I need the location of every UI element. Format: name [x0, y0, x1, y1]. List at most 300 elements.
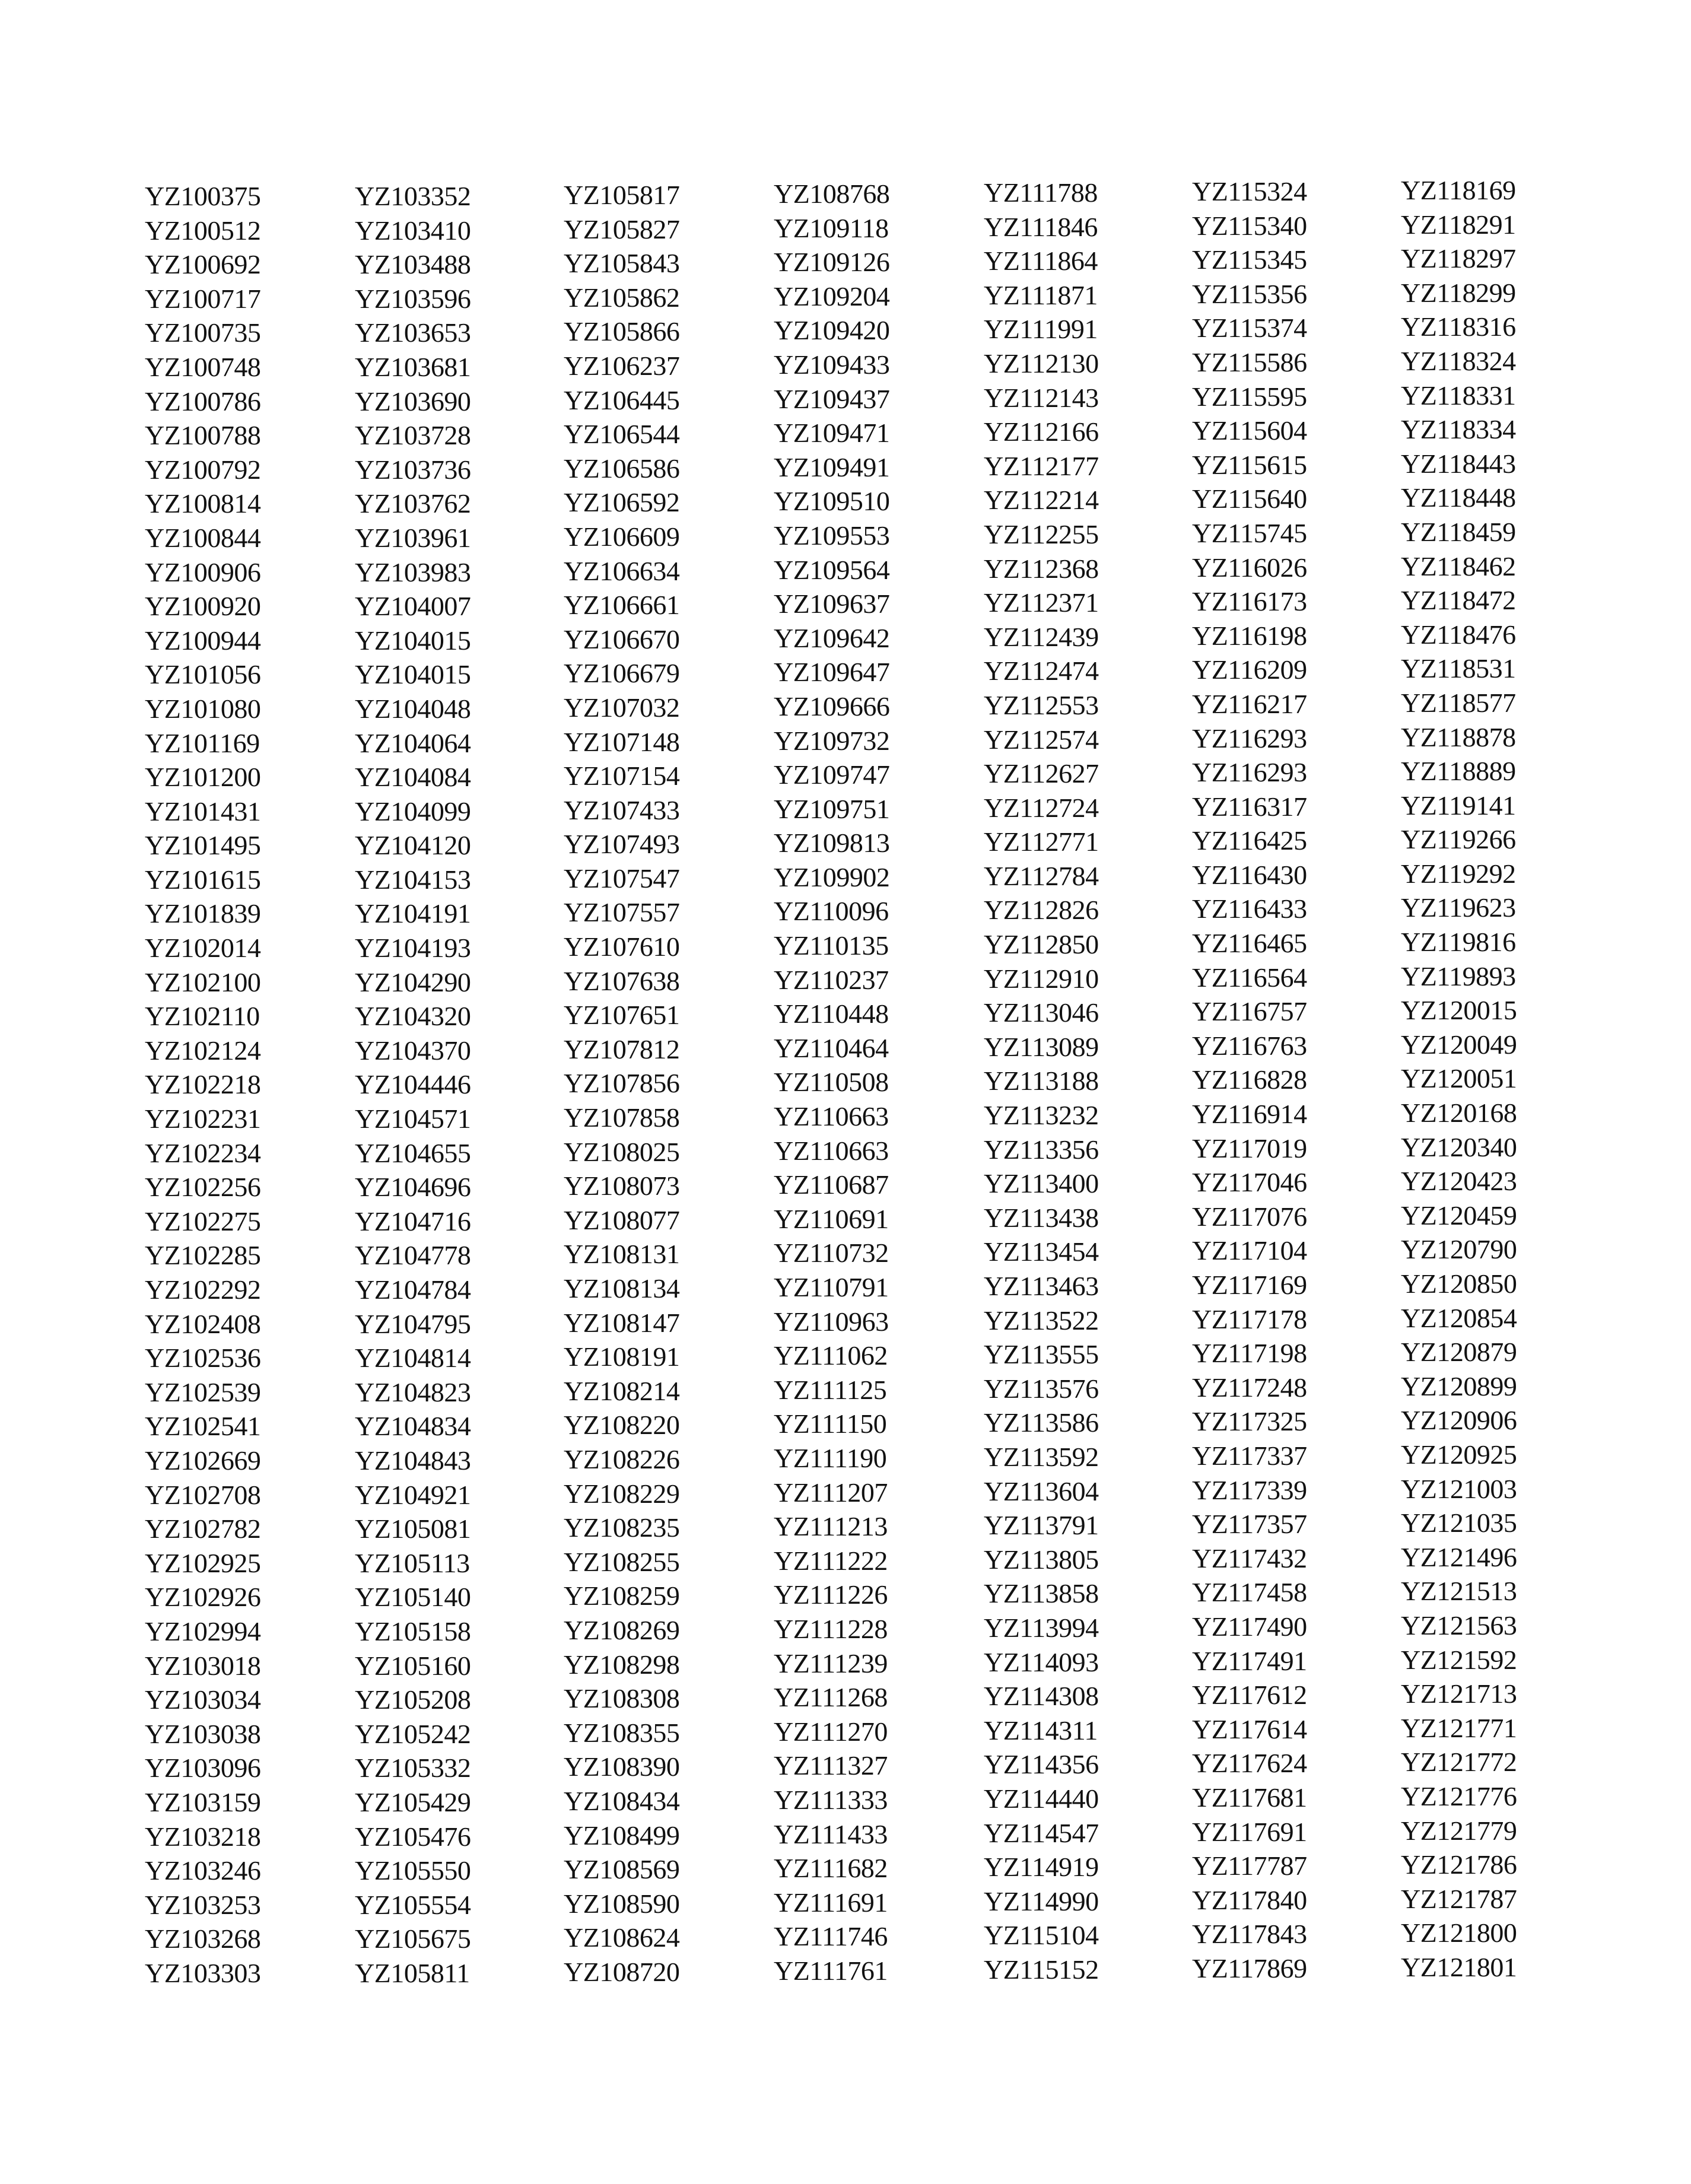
id-entry: YZ118472: [1401, 585, 1516, 616]
id-entry: YZ103653: [355, 317, 471, 348]
id-entry: YZ100717: [145, 283, 261, 314]
id-entry: YZ117076: [1192, 1201, 1307, 1232]
id-entry: YZ103961: [355, 522, 471, 553]
id-entry: YZ115356: [1192, 278, 1307, 309]
id-entry: YZ116173: [1192, 586, 1307, 617]
id-entry: YZ118334: [1401, 414, 1516, 445]
id-entry: YZ100844: [145, 522, 261, 553]
id-entry: YZ109420: [774, 315, 890, 346]
id-entry: YZ107856: [564, 1068, 680, 1099]
id-entry: YZ117104: [1192, 1235, 1307, 1266]
id-entry: YZ121513: [1401, 1576, 1517, 1607]
id-entry: YZ101495: [145, 830, 261, 861]
id-entry: YZ120340: [1401, 1131, 1517, 1162]
id-entry: YZ114990: [984, 1886, 1099, 1916]
id-entry: YZ113463: [984, 1271, 1099, 1301]
id-entry: YZ118448: [1401, 482, 1516, 513]
id-entry: YZ109637: [774, 589, 890, 619]
id-entry: YZ103018: [145, 1650, 261, 1681]
id-entry: YZ108768: [774, 179, 890, 209]
id-entry: YZ120850: [1401, 1269, 1517, 1299]
id-entry: YZ117337: [1192, 1440, 1307, 1471]
id-entry: YZ121713: [1401, 1678, 1517, 1709]
id-entry: YZ109126: [774, 247, 890, 278]
id-entry: YZ114308: [984, 1681, 1099, 1712]
id-entry: YZ105811: [355, 1957, 470, 1988]
id-entry: YZ121496: [1401, 1541, 1517, 1572]
id-entry: YZ119893: [1401, 961, 1516, 991]
id-entry: YZ116433: [1192, 894, 1307, 924]
id-entry: YZ105158: [355, 1616, 471, 1646]
id-entry: YZ100375: [145, 181, 261, 211]
id-entry: YZ108355: [564, 1717, 680, 1748]
id-entry: YZ118462: [1401, 551, 1516, 581]
id-entry: YZ104834: [355, 1411, 471, 1442]
id-entry: YZ111270: [774, 1716, 888, 1747]
id-entry: YZ112474: [984, 656, 1099, 686]
id-entry: YZ104655: [355, 1137, 471, 1168]
id-entry: YZ111222: [774, 1545, 888, 1576]
id-entry: YZ102541: [145, 1411, 261, 1442]
id-entry: YZ103246: [145, 1855, 261, 1886]
id-entry: YZ113858: [984, 1578, 1099, 1609]
id-entry: YZ109666: [774, 691, 890, 721]
id-entry: YZ117325: [1192, 1406, 1307, 1437]
id-entry: YZ118476: [1401, 619, 1516, 650]
id-entry: YZ109902: [774, 861, 890, 892]
id-entry: YZ102782: [145, 1514, 261, 1544]
id-entry: YZ107148: [564, 726, 680, 757]
id-entry: YZ114547: [984, 1817, 1099, 1848]
id-entry: YZ109642: [774, 622, 890, 653]
id-entry: YZ112214: [984, 485, 1099, 516]
id-entry: YZ111207: [774, 1477, 888, 1508]
id-entry: YZ105242: [355, 1718, 471, 1749]
id-column-2: [355, 179, 471, 1990]
id-entry: YZ118169: [1401, 175, 1516, 205]
id-entry: YZ108134: [564, 1273, 680, 1304]
id-entry: YZ112371: [984, 587, 1099, 618]
id-entry: YZ111864: [984, 246, 1098, 276]
id-entry: YZ102014: [145, 933, 261, 964]
id-entry: YZ120854: [1401, 1302, 1517, 1333]
id-entry: YZ104814: [355, 1343, 471, 1374]
id-entry: YZ104320: [355, 1001, 471, 1032]
id-entry: YZ117614: [1192, 1713, 1307, 1744]
id-entry: YZ105429: [355, 1786, 471, 1817]
id-entry: YZ100735: [145, 317, 261, 348]
id-entry: YZ102925: [145, 1547, 261, 1578]
id-entry: YZ109491: [774, 452, 890, 482]
id-entry: YZ115340: [1192, 210, 1307, 241]
id-column-7: [1401, 173, 1517, 1984]
id-entry: YZ104446: [355, 1069, 471, 1100]
id-entry: YZ117248: [1192, 1372, 1307, 1403]
id-entry: YZ103983: [355, 557, 471, 587]
id-entry: YZ108569: [564, 1854, 680, 1885]
id-entry: YZ116914: [1192, 1099, 1307, 1130]
id-entry: YZ111228: [774, 1613, 888, 1644]
id-entry: YZ105843: [564, 248, 680, 279]
id-entry: YZ111871: [984, 279, 1098, 310]
id-entry: YZ117019: [1192, 1133, 1307, 1163]
id-entry: YZ113356: [984, 1134, 1099, 1165]
id-entry: YZ105081: [355, 1514, 471, 1544]
id-entry: YZ105550: [355, 1855, 471, 1886]
id-entry: YZ117198: [1192, 1338, 1307, 1369]
id-entry: YZ109437: [774, 383, 890, 414]
id-entry: YZ111691: [774, 1887, 888, 1918]
id-entry: YZ103303: [145, 1957, 261, 1988]
id-entry: YZ111991: [984, 314, 1098, 345]
id-entry: YZ117491: [1192, 1645, 1307, 1676]
id-entry: YZ108025: [564, 1136, 680, 1167]
id-entry: YZ113994: [984, 1612, 1099, 1643]
id-entry: YZ108269: [564, 1614, 680, 1645]
id-entry: YZ104099: [355, 796, 471, 826]
id-entry: YZ102536: [145, 1343, 261, 1374]
id-entry: YZ109747: [774, 759, 890, 790]
id-entry: YZ120906: [1401, 1405, 1517, 1436]
id-entry: YZ106670: [564, 624, 680, 654]
id-entry: YZ119292: [1401, 858, 1516, 889]
id-entry: YZ108259: [564, 1581, 680, 1611]
id-entry: YZ114311: [984, 1715, 1098, 1746]
id-entry: YZ108073: [564, 1171, 680, 1201]
id-entry: YZ111226: [774, 1579, 888, 1610]
id-entry: YZ104784: [355, 1274, 471, 1305]
id-entry: YZ111239: [774, 1648, 888, 1678]
id-entry: YZ117787: [1192, 1851, 1307, 1881]
id-entry: YZ121035: [1401, 1508, 1517, 1538]
id-entry: YZ100920: [145, 591, 261, 622]
id-entry: YZ107651: [564, 1000, 680, 1031]
id-entry: YZ104843: [355, 1445, 471, 1476]
id-entry: YZ101615: [145, 864, 261, 895]
id-entry: YZ105113: [355, 1547, 470, 1578]
id-entry: YZ110448: [774, 999, 889, 1029]
id-entry: YZ111190: [774, 1442, 887, 1473]
id-entry: YZ117178: [1192, 1304, 1307, 1334]
id-entry: YZ120925: [1401, 1439, 1517, 1470]
id-entry: YZ107610: [564, 932, 680, 962]
id-entry: YZ116425: [1192, 825, 1307, 856]
id-entry: YZ117843: [1192, 1919, 1307, 1950]
id-column-1: [145, 179, 260, 1990]
id-entry: YZ113604: [984, 1476, 1099, 1506]
id-entry: YZ102408: [145, 1308, 261, 1339]
id-entry: YZ102292: [145, 1274, 261, 1305]
id-entry: YZ108131: [564, 1239, 680, 1270]
id-entry: YZ112143: [984, 382, 1099, 413]
id-entry: YZ106679: [564, 658, 680, 689]
id-entry: YZ121592: [1401, 1644, 1517, 1675]
id-entry: YZ103690: [355, 386, 471, 417]
id-entry: YZ102234: [145, 1137, 261, 1168]
id-entry: YZ112130: [984, 348, 1099, 379]
id-entry: YZ104084: [355, 762, 471, 793]
id-entry: YZ102124: [145, 1035, 261, 1066]
id-entry: YZ109732: [774, 725, 890, 756]
id-entry: YZ108147: [564, 1307, 680, 1338]
id-entry: YZ105817: [564, 180, 680, 210]
id-entry: YZ102669: [145, 1445, 261, 1476]
id-entry: YZ105140: [355, 1582, 471, 1613]
id-entry: YZ107154: [564, 761, 680, 791]
id-entry: YZ113592: [984, 1441, 1099, 1472]
id-entry: YZ101839: [145, 898, 261, 929]
id-entry: YZ111746: [774, 1921, 888, 1952]
id-entry: YZ111150: [774, 1409, 887, 1439]
id-entry: YZ117046: [1192, 1167, 1307, 1198]
id-entry: YZ104795: [355, 1308, 471, 1339]
id-entry: YZ109118: [774, 212, 889, 243]
id-entry: YZ116198: [1192, 620, 1307, 651]
id-entry: YZ109433: [774, 349, 890, 380]
id-entry: YZ103762: [355, 488, 471, 519]
id-entry: YZ110663: [774, 1101, 889, 1132]
id-entry: YZ106609: [564, 521, 680, 552]
id-entry: YZ104015: [355, 659, 471, 690]
id-entry: YZ103728: [355, 420, 471, 451]
id-entry: YZ117458: [1192, 1577, 1307, 1608]
id-entry: YZ100748: [145, 351, 261, 382]
id-entry: YZ104153: [355, 864, 471, 895]
id-entry: YZ104823: [355, 1376, 471, 1407]
id-entry: YZ120899: [1401, 1371, 1517, 1401]
id-entry: YZ105208: [355, 1684, 471, 1715]
id-entry: YZ114093: [984, 1646, 1099, 1677]
id-entry: YZ110135: [774, 930, 889, 961]
id-entry: YZ107812: [564, 1034, 680, 1064]
id-entry: YZ110963: [774, 1306, 889, 1337]
id-entry: YZ103218: [145, 1821, 261, 1852]
id-entry: YZ108434: [564, 1785, 680, 1816]
id-entry: YZ118459: [1401, 516, 1516, 547]
id-entry: YZ103038: [145, 1718, 261, 1749]
id-entry: YZ108226: [564, 1444, 680, 1474]
id-entry: YZ103268: [145, 1924, 261, 1954]
id-entry: YZ112574: [984, 724, 1099, 755]
id-entry: YZ111788: [984, 177, 1098, 208]
id-entry: YZ116564: [1192, 962, 1307, 993]
id-entry: YZ116209: [1192, 654, 1307, 685]
id-entry: YZ102708: [145, 1479, 261, 1510]
id-entry: YZ104696: [355, 1172, 471, 1203]
id-entry: YZ111213: [774, 1511, 888, 1542]
id-entry: YZ119816: [1401, 927, 1516, 958]
id-entry: YZ107557: [564, 897, 680, 928]
id-entry: YZ113522: [984, 1305, 1099, 1336]
id-entry: YZ117490: [1192, 1611, 1307, 1642]
id-entry: YZ107638: [564, 965, 680, 996]
id-entry: YZ116293: [1192, 723, 1307, 754]
id-entry: YZ120879: [1401, 1337, 1517, 1368]
id-entry: YZ108308: [564, 1683, 680, 1714]
id-entry: YZ120423: [1401, 1166, 1517, 1197]
id-entry: YZ103410: [355, 215, 471, 246]
id-entry: YZ117432: [1192, 1543, 1307, 1573]
id-entry: YZ109751: [774, 793, 890, 824]
id-entry: YZ121786: [1401, 1849, 1517, 1880]
id-entry: YZ114356: [984, 1749, 1099, 1780]
id-entry: YZ110464: [774, 1032, 889, 1063]
id-entry: YZ121772: [1401, 1747, 1517, 1778]
id-entry: YZ102275: [145, 1206, 261, 1236]
id-entry: YZ108255: [564, 1546, 680, 1577]
id-entry: YZ104015: [355, 625, 471, 656]
id-entry: YZ100788: [145, 420, 261, 451]
id-entry: YZ116217: [1192, 688, 1307, 719]
id-entry: YZ116026: [1192, 552, 1307, 583]
id-entry: YZ110237: [774, 964, 889, 995]
id-entry: YZ112850: [984, 929, 1099, 960]
id-entry: YZ106592: [564, 487, 680, 518]
id-entry: YZ110732: [774, 1238, 889, 1269]
id-entry: YZ118316: [1401, 311, 1516, 342]
id-entry: YZ117840: [1192, 1884, 1307, 1915]
id-entry: YZ115640: [1192, 484, 1307, 514]
id-entry: YZ107547: [564, 863, 680, 894]
id-entry: YZ113791: [984, 1510, 1099, 1541]
id-entry: YZ108214: [564, 1375, 680, 1406]
id-entry: YZ118889: [1401, 756, 1516, 787]
id-entry: YZ112439: [984, 621, 1099, 652]
id-entry: YZ106237: [564, 350, 680, 381]
id-entry: YZ118324: [1401, 345, 1516, 376]
id-entry: YZ118291: [1401, 209, 1516, 240]
id-entry: YZ102218: [145, 1069, 261, 1100]
id-entry: YZ111333: [774, 1784, 888, 1815]
id-entry: YZ100786: [145, 386, 261, 417]
id-entry: YZ102994: [145, 1616, 261, 1646]
id-entry: YZ107858: [564, 1102, 680, 1133]
id-entry: YZ111268: [774, 1682, 888, 1713]
id-entry: YZ117169: [1192, 1270, 1307, 1300]
id-entry: YZ115324: [1192, 176, 1307, 206]
id-entry: YZ116763: [1192, 1030, 1307, 1061]
id-entry: YZ113188: [984, 1066, 1099, 1096]
id-entry: YZ111682: [774, 1853, 888, 1884]
id-entry: YZ105554: [355, 1889, 471, 1920]
id-column-5: [984, 176, 1099, 1986]
id-entry: YZ103253: [145, 1889, 261, 1920]
id-entry: YZ113046: [984, 997, 1099, 1028]
id-entry: YZ106634: [564, 555, 680, 586]
id-entry: YZ104120: [355, 830, 471, 861]
id-entry: YZ100692: [145, 249, 261, 280]
id-entry: YZ104290: [355, 967, 471, 997]
id-entry: YZ108235: [564, 1512, 680, 1543]
id-entry: YZ107032: [564, 692, 680, 723]
id-entry: YZ102231: [145, 1104, 261, 1134]
id-entry: YZ115615: [1192, 449, 1307, 480]
id-entry: YZ112166: [984, 417, 1099, 447]
id-entry: YZ113555: [984, 1339, 1099, 1370]
id-entry: YZ121787: [1401, 1883, 1517, 1914]
id-entry: YZ110791: [774, 1272, 889, 1302]
id-entry: YZ121800: [1401, 1918, 1517, 1948]
id-entry: YZ121771: [1401, 1712, 1517, 1743]
id-entry: YZ116430: [1192, 859, 1307, 890]
id-entry: YZ117869: [1192, 1953, 1307, 1983]
id-entry: YZ104007: [355, 591, 471, 622]
id-entry: YZ103159: [145, 1786, 261, 1817]
id-entry: YZ100944: [145, 625, 261, 656]
id-entry: YZ121776: [1401, 1781, 1517, 1811]
id-entry: YZ111761: [774, 1955, 888, 1986]
id-entry: YZ102539: [145, 1376, 261, 1407]
id-entry: YZ116293: [1192, 757, 1307, 788]
id-entry: YZ118299: [1401, 277, 1516, 308]
id-entry: YZ117624: [1192, 1748, 1307, 1779]
id-entry: YZ112177: [984, 450, 1099, 481]
id-entry: YZ112784: [984, 860, 1099, 891]
id-entry: YZ118443: [1401, 448, 1516, 479]
id-entry: YZ103681: [355, 351, 471, 382]
id-entry: YZ119623: [1401, 892, 1516, 923]
id-entry: YZ113232: [984, 1100, 1099, 1131]
id-entry: YZ118331: [1401, 380, 1516, 411]
id-entry: YZ103596: [355, 283, 471, 314]
id-entry: YZ100814: [145, 488, 261, 519]
id-entry: YZ118297: [1401, 243, 1516, 274]
id-entry: YZ108624: [564, 1922, 680, 1953]
id-entry: YZ115345: [1192, 244, 1307, 275]
id-entry: YZ100906: [145, 557, 261, 587]
id-entry: YZ112368: [984, 553, 1099, 584]
id-entry: YZ108590: [564, 1888, 680, 1919]
id-entry: YZ121003: [1401, 1473, 1517, 1504]
id-entry: YZ110096: [774, 896, 889, 927]
id-entry: YZ102256: [145, 1172, 261, 1203]
id-entry: YZ113576: [984, 1373, 1099, 1404]
id-entry: YZ105866: [564, 316, 680, 347]
id-entry: YZ115586: [1192, 346, 1307, 377]
id-entry: YZ116757: [1192, 996, 1307, 1027]
id-entry: YZ117612: [1192, 1680, 1307, 1711]
id-entry: YZ114440: [984, 1783, 1099, 1814]
id-entry: YZ113089: [984, 1031, 1099, 1062]
id-entry: YZ119266: [1401, 824, 1516, 855]
id-entry: YZ112910: [984, 963, 1099, 994]
id-entry: YZ106661: [564, 590, 680, 621]
id-entry: YZ119141: [1401, 790, 1516, 821]
id-entry: YZ113805: [984, 1544, 1099, 1575]
id-entry: YZ109813: [774, 828, 890, 859]
id-entry: YZ120168: [1401, 1098, 1517, 1128]
id-entry: YZ117339: [1192, 1474, 1307, 1505]
id-entry: YZ118577: [1401, 687, 1516, 718]
id-entry: YZ117691: [1192, 1816, 1307, 1847]
id-entry: YZ108220: [564, 1410, 680, 1441]
id-entry: YZ105160: [355, 1650, 471, 1681]
id-entry: YZ103034: [145, 1684, 261, 1715]
id-entry: YZ106544: [564, 419, 680, 450]
id-entry: YZ102100: [145, 967, 261, 997]
id-entry: YZ111125: [774, 1374, 887, 1405]
id-entry: YZ103096: [145, 1753, 261, 1784]
id-entry: YZ105675: [355, 1924, 471, 1954]
id-entry: YZ109647: [774, 657, 890, 688]
id-entry: YZ104571: [355, 1104, 471, 1134]
id-entry: YZ118531: [1401, 653, 1516, 684]
id-entry: YZ112255: [984, 519, 1099, 549]
id-entry: YZ113400: [984, 1168, 1099, 1199]
id-entry: YZ115374: [1192, 313, 1307, 344]
id-entry: YZ113438: [984, 1202, 1099, 1233]
id-entry: YZ116828: [1192, 1064, 1307, 1095]
